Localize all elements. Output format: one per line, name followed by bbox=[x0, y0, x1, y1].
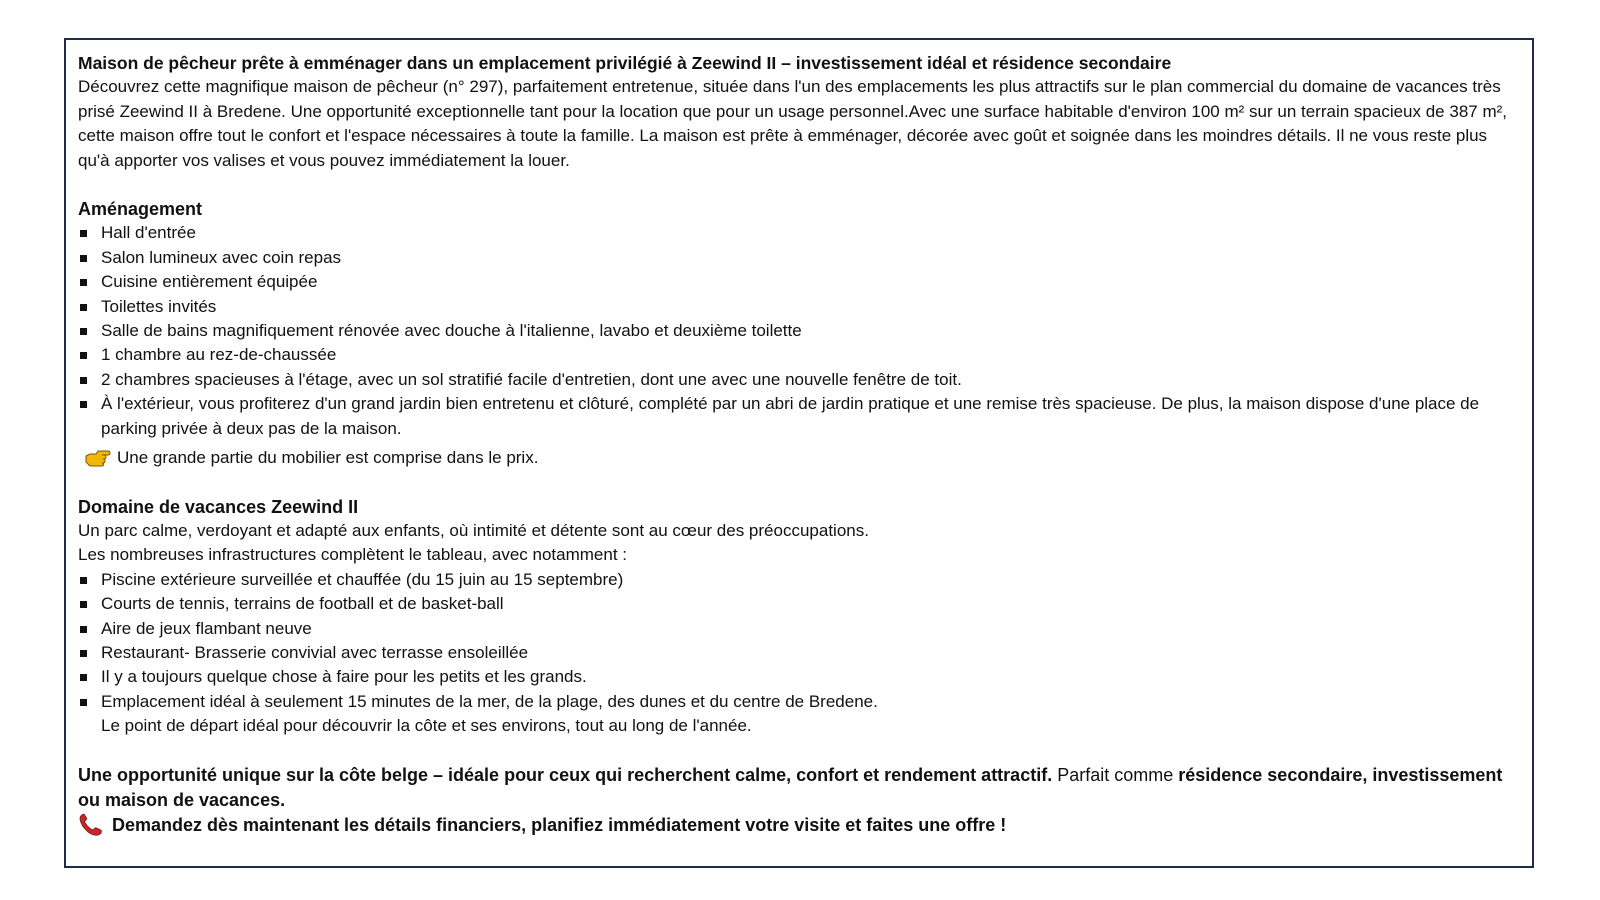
list-item bbox=[78, 246, 1520, 270]
list-item bbox=[78, 392, 1520, 441]
list-item-text: À l'extérieur, vous profiterez d'un grand jardin bien entretenu et clôturé, complété par un abri de jardin pratique et une remise très spacieuse. De plus, la maison dispose d'une place de parking privée à deux pas de la maison. bbox=[101, 394, 1480, 438]
closing-paragraph bbox=[78, 763, 1520, 813]
list-item-text: Cuisine entièrement équipée bbox=[101, 272, 318, 292]
list-item-text: Courts de tennis, terrains de football et de basket-ball bbox=[101, 594, 504, 614]
list-item bbox=[78, 568, 1520, 592]
list-item-text: Hall d'entrée bbox=[101, 223, 196, 243]
list-item bbox=[78, 690, 1520, 714]
list-item-text: 1 chambre au rez-de-chaussée bbox=[101, 345, 337, 365]
list-item bbox=[78, 617, 1520, 641]
amenagement-list bbox=[78, 221, 1520, 441]
list-item-text: Restaurant- Brasserie convivial avec terrasse ensoleillée bbox=[101, 642, 529, 662]
list-item bbox=[78, 641, 1520, 665]
list-item-text: Toilettes invités bbox=[101, 296, 217, 316]
list-item bbox=[78, 368, 1520, 392]
furniture-note bbox=[78, 446, 1520, 470]
list-item-text: Piscine extérieure surveillée et chauffée (du 15 juin au 15 septembre) bbox=[101, 569, 624, 589]
list-item bbox=[78, 592, 1520, 616]
furniture-note-text: Une grande partie du mobilier est comprise dans le prix. bbox=[117, 448, 539, 468]
list-item bbox=[78, 270, 1520, 294]
amenagement-heading: Aménagement bbox=[78, 199, 203, 220]
closing-bold-tail: résidence secondaire, investissement ou maison de vacances. bbox=[78, 764, 1503, 810]
list-item bbox=[78, 343, 1520, 367]
list-item-text: 2 chambres spacieuses à l'étage, avec un sol stratifié facile d'entretien, dont une avec une nouvelle fenêtre de toit. bbox=[101, 369, 962, 389]
domaine-heading: Domaine de vacances Zeewind II bbox=[78, 496, 359, 517]
list-item bbox=[78, 319, 1520, 343]
call-to-action-text: Demandez dès maintenant les détails financiers, planifiez immédiatement votre visite et faites une offre ! bbox=[112, 814, 1007, 835]
closing-normal: Parfait comme bbox=[1052, 764, 1179, 785]
list-item-text: Aire de jeux flambant neuve bbox=[101, 618, 312, 638]
list-item bbox=[78, 665, 1520, 689]
intro-paragraph: Découvrez cette magnifique maison de pêcheur (n° 297), parfaitement entretenue, située dans l'un des emplacements les plus attractifs sur le plan commercial du domaine de vacances très prisé Zeewind II à Bredene. Une opportunité exceptionnelle tant pour la location que pour un usage personnel.Avec une surface habitable d'environ 100 m² sur un terrain spacieux de 387 m², cette maison offre tout le confort et l'espace nécessaires à toute la famille. La maison est prête à emménager, décorée avec goût et soignée dans les moindres détails. Il ne vous reste plus qu'à apporter vos valises et vous pouvez immédiatement la louer. bbox=[78, 77, 1507, 170]
telephone-icon bbox=[78, 813, 104, 837]
list-item-text: Salle de bains magnifiquement rénovée avec douche à l'italienne, lavabo et deuxième toilette bbox=[101, 321, 802, 341]
domaine-line-2: Les nombreuses infrastructures complètent le tableau, avec notamment : bbox=[78, 545, 628, 565]
pointing-hand-icon bbox=[84, 448, 112, 468]
list-item-text: Emplacement idéal à seulement 15 minutes de la mer, de la plage, des dunes et du centre de Bredene. bbox=[101, 691, 878, 711]
list-item-text: Salon lumineux avec coin repas bbox=[101, 247, 342, 267]
listing-frame bbox=[64, 38, 1534, 868]
list-item bbox=[78, 221, 1520, 245]
closing-bold: Une opportunité unique sur la côte belge – idéale pour ceux qui recherchent calme, confort et rendement attractif. bbox=[78, 764, 1053, 785]
list-item-text: Il y a toujours quelque chose à faire pour les petits et les grands. bbox=[101, 667, 587, 687]
domaine-list bbox=[78, 568, 1520, 714]
domaine-continuation: Le point de départ idéal pour découvrir la côte et ses environs, tout au long de l'année. bbox=[101, 716, 752, 736]
domaine-line-1: Un parc calme, verdoyant et adapté aux enfants, où intimité et détente sont au cœur des préoccupations. bbox=[78, 520, 869, 540]
listing-title: Maison de pêcheur prête à emménager dans un emplacement privilégié à Zeewind II – investissement idéal et résidence secondaire bbox=[78, 53, 1172, 73]
list-item bbox=[78, 295, 1520, 319]
call-to-action bbox=[78, 813, 1520, 838]
